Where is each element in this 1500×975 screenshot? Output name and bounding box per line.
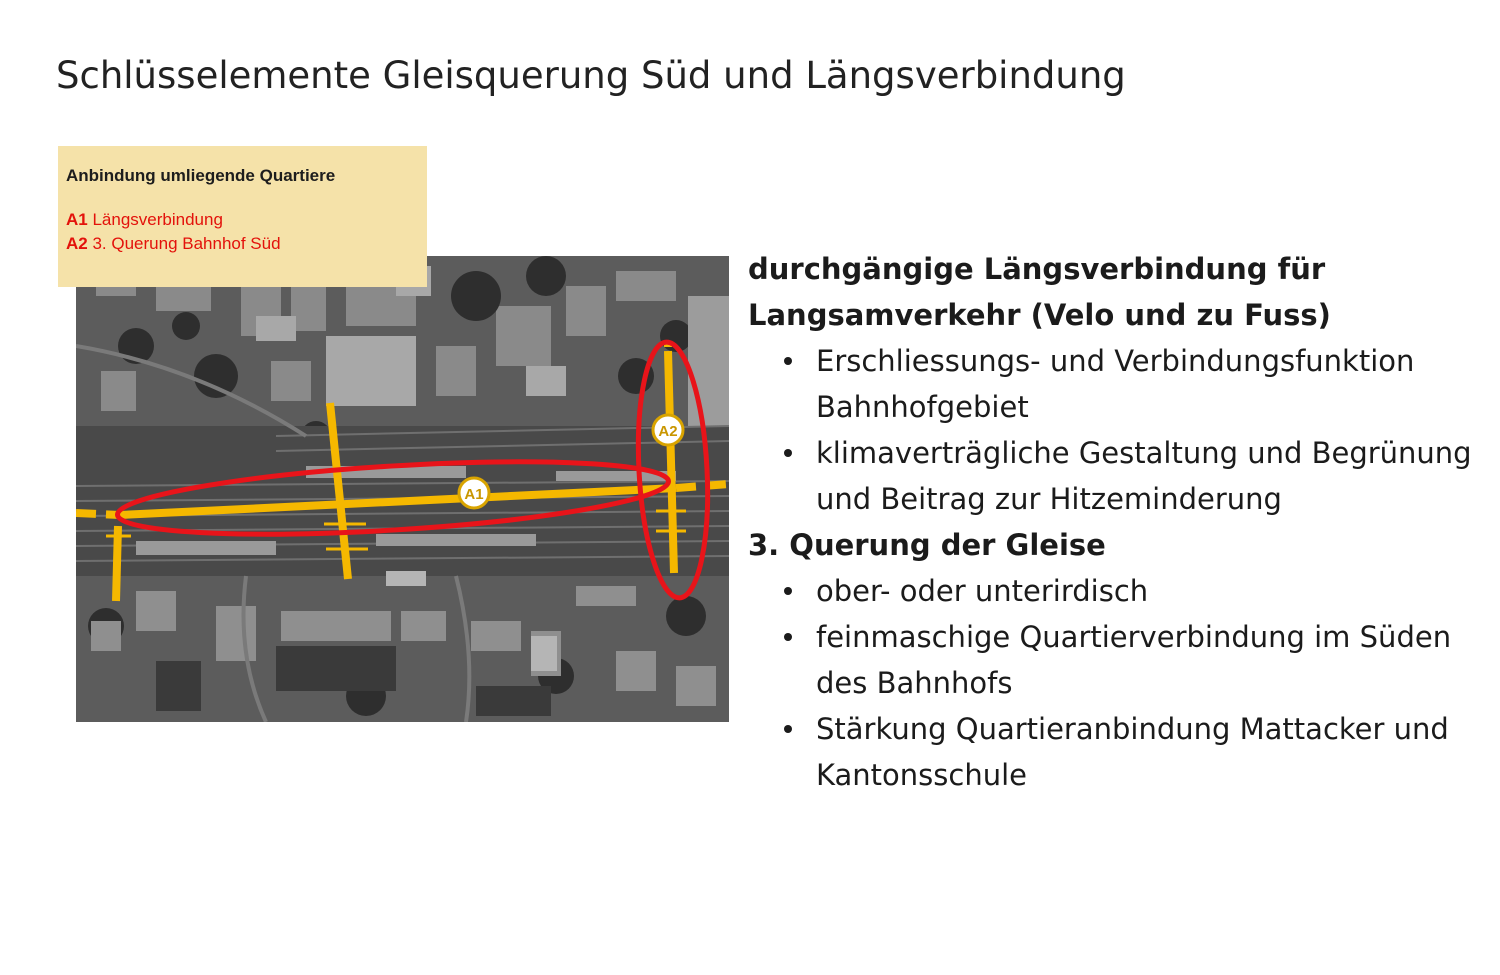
list-item: Stärkung Quartieranbindung Mattacker und Kantonsschule (748, 706, 1493, 798)
legend-label: Längsverbindung (92, 210, 223, 229)
legend-code: A2 (66, 234, 88, 253)
svg-text:A1: A1 (464, 486, 484, 503)
legend-item-a1 (66, 210, 223, 230)
legend-label: 3. Querung Bahnhof Süd (92, 234, 281, 253)
list-item: feinmaschige Quartierverbindung im Süden des Bahnhofs (748, 614, 1493, 706)
svg-text:A2: A2 (658, 423, 678, 440)
marker-a1 (459, 478, 489, 508)
bullet-icon (784, 449, 792, 457)
aerial-map (76, 256, 729, 722)
bullet-list (748, 568, 1493, 798)
bullet-icon (784, 725, 792, 733)
list-item: ober- oder unterirdisch (748, 568, 1493, 614)
page-title: Schlüsselemente Gleisquerung Süd und Längsverbindung (56, 54, 1126, 97)
legend-title: Anbindung umliegende Quartiere (66, 166, 336, 185)
section-heading: durchgängige Längsverbindung für Langsamverkehr (Velo und zu Fuss) (748, 252, 1331, 332)
bullet-icon (784, 633, 792, 641)
bullet-icon (784, 587, 792, 595)
bullet-icon (784, 357, 792, 365)
list-item: klimaverträgliche Gestaltung und Begrünung und Beitrag zur Hitzeminderung (748, 430, 1493, 522)
list-item: Erschliessungs- und Verbindungsfunktion Bahnhofgebiet (748, 338, 1493, 430)
content-text (748, 246, 1493, 798)
legend-item-a2 (66, 234, 281, 254)
marker-a2 (653, 415, 683, 445)
map-legend (58, 146, 427, 287)
bullet-list (748, 338, 1493, 522)
section-heading: 3. Querung der Gleise (748, 528, 1106, 562)
legend-code: A1 (66, 210, 88, 229)
